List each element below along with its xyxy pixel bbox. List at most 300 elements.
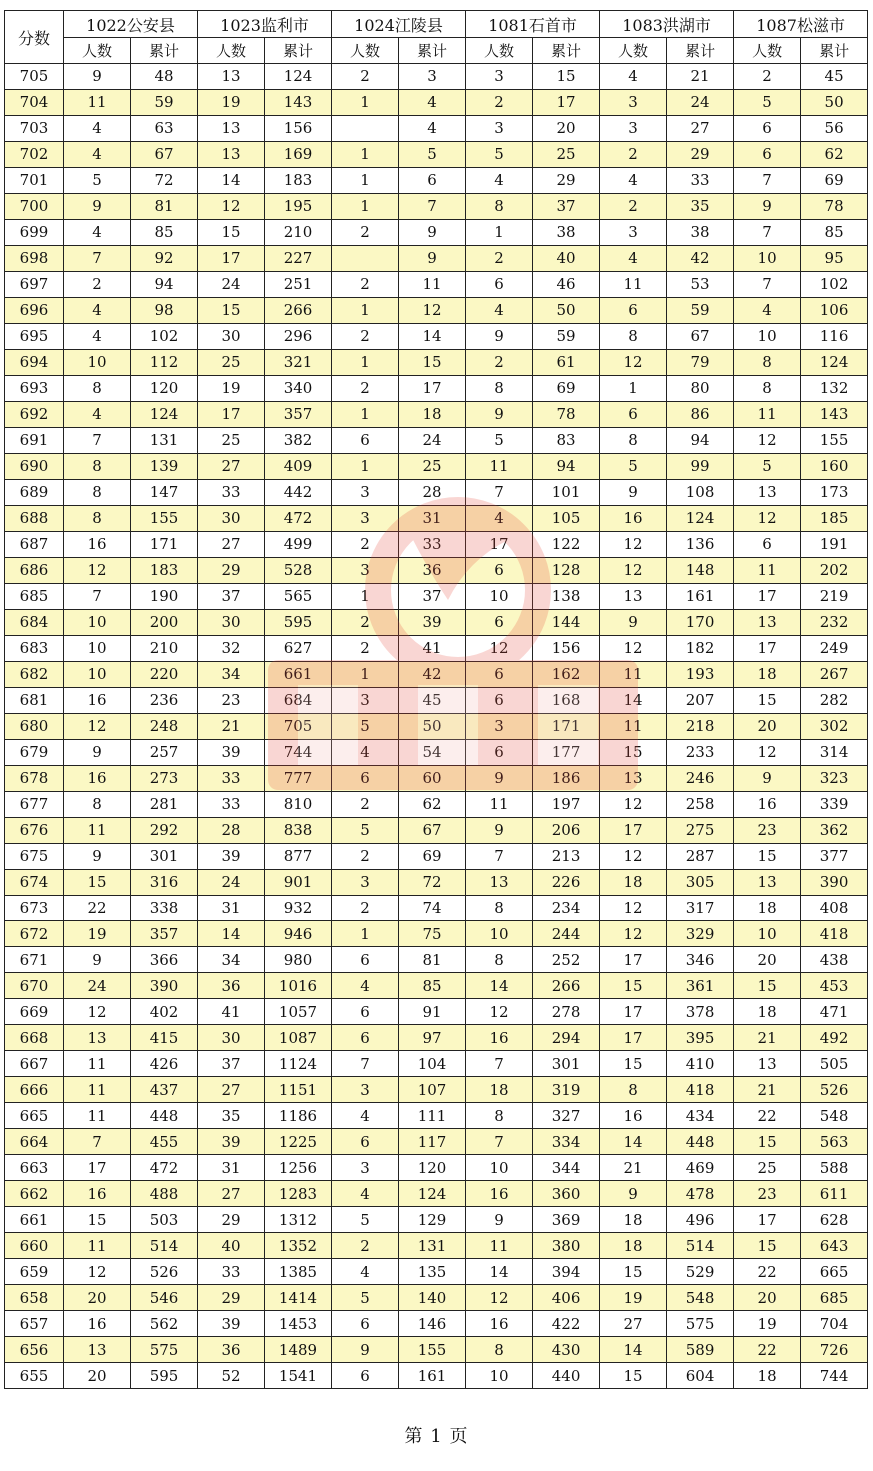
- cumulative-subheader: 累计: [265, 38, 332, 64]
- cumulative-cell: 301: [131, 843, 198, 869]
- cumulative-cell: 6: [399, 167, 466, 193]
- count-cell: 9: [600, 609, 667, 635]
- cumulative-subheader: 累计: [399, 38, 466, 64]
- count-cell: 10: [466, 921, 533, 947]
- count-cell: 3: [600, 89, 667, 115]
- count-cell: 12: [600, 843, 667, 869]
- count-cell: 12: [466, 999, 533, 1025]
- table-row: [5, 791, 868, 817]
- count-cell: 2: [332, 323, 399, 349]
- cumulative-cell: 136: [667, 531, 734, 557]
- cumulative-cell: 182: [667, 635, 734, 661]
- count-cell: 7: [332, 1051, 399, 1077]
- table-row: [5, 557, 868, 583]
- cumulative-cell: 575: [131, 1337, 198, 1363]
- cumulative-cell: 402: [131, 999, 198, 1025]
- score-cell: 656: [5, 1337, 64, 1363]
- count-cell: 10: [734, 323, 801, 349]
- count-cell: 8: [600, 1077, 667, 1103]
- cumulative-cell: 434: [667, 1103, 734, 1129]
- cumulative-cell: 56: [801, 115, 868, 141]
- cumulative-cell: 61: [533, 349, 600, 375]
- count-cell: 9: [734, 765, 801, 791]
- table-row: [5, 245, 868, 271]
- count-cell: 7: [734, 271, 801, 297]
- cumulative-cell: 92: [131, 245, 198, 271]
- score-cell: 703: [5, 115, 64, 141]
- count-cell: 5: [64, 167, 131, 193]
- cumulative-cell: 575: [667, 1311, 734, 1337]
- cumulative-cell: 232: [801, 609, 868, 635]
- region-header: 1022公安县: [64, 11, 198, 38]
- count-cell: 12: [600, 349, 667, 375]
- cumulative-cell: 415: [131, 1025, 198, 1051]
- table-row: [5, 1259, 868, 1285]
- cumulative-cell: 1283: [265, 1181, 332, 1207]
- count-cell: 37: [198, 1051, 265, 1077]
- cumulative-cell: 505: [801, 1051, 868, 1077]
- cumulative-cell: 135: [399, 1259, 466, 1285]
- count-cell: 7: [466, 479, 533, 505]
- cumulative-cell: 190: [131, 583, 198, 609]
- cumulative-cell: 117: [399, 1129, 466, 1155]
- cumulative-cell: 327: [533, 1103, 600, 1129]
- cumulative-cell: 48: [131, 64, 198, 90]
- cumulative-cell: 344: [533, 1155, 600, 1181]
- score-cell: 688: [5, 505, 64, 531]
- count-cell: 5: [466, 141, 533, 167]
- count-cell: 17: [600, 999, 667, 1025]
- cumulative-cell: 91: [399, 999, 466, 1025]
- count-cell: 6: [332, 1311, 399, 1337]
- count-cell: 6: [332, 1363, 399, 1389]
- cumulative-cell: 67: [131, 141, 198, 167]
- score-cell: 701: [5, 167, 64, 193]
- count-cell: 22: [734, 1337, 801, 1363]
- count-cell: 3: [332, 505, 399, 531]
- cumulative-cell: 1057: [265, 999, 332, 1025]
- count-cell: 15: [734, 843, 801, 869]
- count-cell: 27: [600, 1311, 667, 1337]
- cumulative-cell: 301: [533, 1051, 600, 1077]
- count-cell: 15: [734, 687, 801, 713]
- cumulative-cell: 3: [399, 64, 466, 90]
- cumulative-cell: 218: [667, 713, 734, 739]
- cumulative-cell: 210: [265, 219, 332, 245]
- cumulative-cell: 744: [265, 739, 332, 765]
- count-cell: 12: [600, 895, 667, 921]
- count-cell: 6: [466, 557, 533, 583]
- cumulative-cell: 36: [399, 557, 466, 583]
- cumulative-cell: 744: [801, 1363, 868, 1389]
- count-cell: [332, 115, 399, 141]
- cumulative-cell: 346: [667, 947, 734, 973]
- count-cell: 2: [600, 193, 667, 219]
- count-cell: 1: [332, 583, 399, 609]
- cumulative-cell: 296: [265, 323, 332, 349]
- cumulative-cell: 503: [131, 1207, 198, 1233]
- cumulative-cell: 28: [399, 479, 466, 505]
- cumulative-cell: 478: [667, 1181, 734, 1207]
- count-cell: 9: [64, 193, 131, 219]
- count-cell: 11: [600, 661, 667, 687]
- count-cell: 13: [734, 479, 801, 505]
- cumulative-cell: 29: [533, 167, 600, 193]
- count-cell: 7: [64, 1129, 131, 1155]
- count-cell: 1: [332, 193, 399, 219]
- count-cell: 9: [466, 765, 533, 791]
- cumulative-cell: 50: [399, 713, 466, 739]
- cumulative-cell: 132: [801, 375, 868, 401]
- score-cell: 690: [5, 453, 64, 479]
- cumulative-cell: 514: [131, 1233, 198, 1259]
- cumulative-cell: 69: [399, 843, 466, 869]
- count-cell: 30: [198, 505, 265, 531]
- count-cell: 11: [64, 1077, 131, 1103]
- cumulative-cell: 17: [533, 89, 600, 115]
- count-cell: 35: [198, 1103, 265, 1129]
- count-cell: 10: [64, 661, 131, 687]
- count-cell: 10: [734, 245, 801, 271]
- cumulative-cell: 362: [801, 817, 868, 843]
- count-cell: 8: [64, 505, 131, 531]
- count-cell: 4: [332, 1103, 399, 1129]
- count-cell: 18: [600, 1207, 667, 1233]
- count-cell: 22: [734, 1103, 801, 1129]
- count-cell: 6: [332, 947, 399, 973]
- cumulative-cell: 40: [533, 245, 600, 271]
- count-cell: 5: [332, 1207, 399, 1233]
- count-cell: 6: [734, 531, 801, 557]
- score-cell: 695: [5, 323, 64, 349]
- count-cell: 15: [734, 973, 801, 999]
- count-cell: 11: [466, 453, 533, 479]
- count-cell: 10: [64, 349, 131, 375]
- count-cell: [332, 245, 399, 271]
- count-cell: 20: [734, 1285, 801, 1311]
- count-cell: 14: [466, 1259, 533, 1285]
- table-row: [5, 1051, 868, 1077]
- cumulative-cell: 148: [667, 557, 734, 583]
- cumulative-cell: 85: [131, 219, 198, 245]
- score-cell: 685: [5, 583, 64, 609]
- count-cell: 13: [64, 1337, 131, 1363]
- cumulative-cell: 1414: [265, 1285, 332, 1311]
- table-row: [5, 453, 868, 479]
- cumulative-cell: 17: [399, 375, 466, 401]
- count-cell: 8: [64, 453, 131, 479]
- cumulative-cell: 305: [667, 869, 734, 895]
- cumulative-cell: 1016: [265, 973, 332, 999]
- cumulative-cell: 45: [801, 64, 868, 90]
- count-subheader: 人数: [332, 38, 399, 64]
- count-cell: 21: [198, 713, 265, 739]
- cumulative-cell: 4: [399, 115, 466, 141]
- count-cell: 39: [198, 739, 265, 765]
- count-cell: 3: [332, 1077, 399, 1103]
- count-cell: 8: [734, 349, 801, 375]
- count-cell: 6: [600, 401, 667, 427]
- cumulative-cell: 81: [131, 193, 198, 219]
- count-cell: 9: [64, 947, 131, 973]
- count-cell: 13: [600, 583, 667, 609]
- cumulative-cell: 124: [265, 64, 332, 90]
- count-cell: 2: [332, 219, 399, 245]
- count-cell: 12: [64, 1259, 131, 1285]
- count-cell: 14: [600, 1337, 667, 1363]
- cumulative-cell: 185: [801, 505, 868, 531]
- count-cell: 10: [734, 921, 801, 947]
- cumulative-cell: 726: [801, 1337, 868, 1363]
- score-cell: 655: [5, 1363, 64, 1389]
- cumulative-cell: 357: [265, 401, 332, 427]
- cumulative-cell: 704: [801, 1311, 868, 1337]
- cumulative-cell: 589: [667, 1337, 734, 1363]
- count-cell: 4: [600, 245, 667, 271]
- count-cell: 15: [600, 1051, 667, 1077]
- count-cell: 1: [466, 219, 533, 245]
- count-cell: 3: [600, 115, 667, 141]
- cumulative-cell: 980: [265, 947, 332, 973]
- count-cell: 12: [64, 999, 131, 1025]
- count-cell: 10: [466, 583, 533, 609]
- count-cell: 2: [466, 245, 533, 271]
- cumulative-cell: 257: [131, 739, 198, 765]
- cumulative-cell: 131: [399, 1233, 466, 1259]
- cumulative-cell: 53: [667, 271, 734, 297]
- cumulative-cell: 156: [265, 115, 332, 141]
- count-cell: 16: [64, 1181, 131, 1207]
- count-cell: 8: [64, 375, 131, 401]
- cumulative-cell: 234: [533, 895, 600, 921]
- count-cell: 11: [466, 791, 533, 817]
- count-cell: 4: [332, 1181, 399, 1207]
- cumulative-cell: 321: [265, 349, 332, 375]
- cumulative-cell: 1352: [265, 1233, 332, 1259]
- count-cell: 7: [734, 167, 801, 193]
- count-cell: 6: [600, 297, 667, 323]
- count-cell: 40: [198, 1233, 265, 1259]
- table-row: [5, 219, 868, 245]
- cumulative-cell: 406: [533, 1285, 600, 1311]
- cumulative-cell: 220: [131, 661, 198, 687]
- cumulative-cell: 50: [801, 89, 868, 115]
- cumulative-cell: 488: [131, 1181, 198, 1207]
- table-row: [5, 843, 868, 869]
- cumulative-cell: 777: [265, 765, 332, 791]
- count-cell: 17: [734, 1207, 801, 1233]
- count-cell: 16: [64, 687, 131, 713]
- count-cell: 3: [466, 64, 533, 90]
- cumulative-cell: 334: [533, 1129, 600, 1155]
- cumulative-cell: 266: [533, 973, 600, 999]
- count-cell: 2: [332, 1233, 399, 1259]
- cumulative-cell: 319: [533, 1077, 600, 1103]
- count-cell: 12: [600, 791, 667, 817]
- count-cell: 12: [466, 1285, 533, 1311]
- cumulative-cell: 62: [801, 141, 868, 167]
- cumulative-cell: 143: [265, 89, 332, 115]
- cumulative-cell: 548: [801, 1103, 868, 1129]
- cumulative-cell: 1225: [265, 1129, 332, 1155]
- cumulative-cell: 453: [801, 973, 868, 999]
- cumulative-cell: 31: [399, 505, 466, 531]
- cumulative-cell: 1151: [265, 1077, 332, 1103]
- cumulative-cell: 193: [667, 661, 734, 687]
- cumulative-cell: 210: [131, 635, 198, 661]
- cumulative-cell: 140: [399, 1285, 466, 1311]
- cumulative-cell: 102: [131, 323, 198, 349]
- count-cell: 5: [332, 817, 399, 843]
- count-cell: 16: [734, 791, 801, 817]
- count-cell: 5: [466, 427, 533, 453]
- cumulative-cell: 161: [399, 1363, 466, 1389]
- table-row: [5, 973, 868, 999]
- score-cell: 700: [5, 193, 64, 219]
- cumulative-cell: 595: [131, 1363, 198, 1389]
- cumulative-cell: 390: [801, 869, 868, 895]
- table-row: [5, 1025, 868, 1051]
- cumulative-cell: 1312: [265, 1207, 332, 1233]
- count-cell: 1: [332, 89, 399, 115]
- cumulative-cell: 838: [265, 817, 332, 843]
- score-cell: 687: [5, 531, 64, 557]
- count-cell: 14: [600, 1129, 667, 1155]
- cumulative-cell: 122: [533, 531, 600, 557]
- count-cell: 4: [466, 167, 533, 193]
- score-cell: 704: [5, 89, 64, 115]
- count-cell: 25: [198, 349, 265, 375]
- cumulative-cell: 526: [801, 1077, 868, 1103]
- count-cell: 31: [198, 895, 265, 921]
- count-cell: 27: [198, 453, 265, 479]
- cumulative-cell: 611: [801, 1181, 868, 1207]
- cumulative-cell: 102: [801, 271, 868, 297]
- count-cell: 2: [332, 635, 399, 661]
- cumulative-cell: 357: [131, 921, 198, 947]
- cumulative-cell: 378: [667, 999, 734, 1025]
- table-row: [5, 1311, 868, 1337]
- cumulative-cell: 9: [399, 245, 466, 271]
- score-cell: 662: [5, 1181, 64, 1207]
- count-cell: 13: [198, 64, 265, 90]
- score-cell: 689: [5, 479, 64, 505]
- cumulative-cell: 810: [265, 791, 332, 817]
- score-cell: 665: [5, 1103, 64, 1129]
- cumulative-cell: 246: [667, 765, 734, 791]
- cumulative-cell: 339: [801, 791, 868, 817]
- count-cell: 16: [600, 1103, 667, 1129]
- count-cell: 15: [64, 1207, 131, 1233]
- count-cell: 30: [198, 1025, 265, 1051]
- count-cell: 5: [734, 89, 801, 115]
- cumulative-cell: 128: [533, 557, 600, 583]
- cumulative-cell: 191: [801, 531, 868, 557]
- cumulative-cell: 526: [131, 1259, 198, 1285]
- cumulative-cell: 67: [399, 817, 466, 843]
- score-cell: 680: [5, 713, 64, 739]
- count-cell: 29: [198, 1207, 265, 1233]
- score-cell: 670: [5, 973, 64, 999]
- count-cell: 21: [734, 1025, 801, 1051]
- cumulative-cell: 155: [399, 1337, 466, 1363]
- count-cell: 27: [198, 1077, 265, 1103]
- cumulative-cell: 604: [667, 1363, 734, 1389]
- count-cell: 8: [466, 375, 533, 401]
- count-cell: 2: [332, 64, 399, 90]
- count-cell: 17: [600, 947, 667, 973]
- cumulative-cell: 42: [667, 245, 734, 271]
- count-cell: 30: [198, 323, 265, 349]
- cumulative-cell: 86: [667, 401, 734, 427]
- count-cell: 24: [198, 869, 265, 895]
- cumulative-cell: 665: [801, 1259, 868, 1285]
- cumulative-cell: 124: [801, 349, 868, 375]
- count-cell: 12: [64, 713, 131, 739]
- cumulative-cell: 1124: [265, 1051, 332, 1077]
- count-cell: 6: [466, 739, 533, 765]
- count-cell: 39: [198, 1129, 265, 1155]
- count-cell: 9: [466, 401, 533, 427]
- score-cell: 697: [5, 271, 64, 297]
- count-cell: 13: [64, 1025, 131, 1051]
- cumulative-cell: 317: [667, 895, 734, 921]
- cumulative-cell: 59: [533, 323, 600, 349]
- score-cell: 679: [5, 739, 64, 765]
- count-cell: 11: [600, 713, 667, 739]
- count-cell: 10: [64, 635, 131, 661]
- cumulative-cell: 143: [801, 401, 868, 427]
- count-cell: 6: [466, 661, 533, 687]
- table-row: [5, 64, 868, 90]
- table-row: [5, 1285, 868, 1311]
- count-cell: 13: [198, 141, 265, 167]
- count-cell: 11: [64, 817, 131, 843]
- cumulative-cell: 595: [265, 609, 332, 635]
- count-cell: 19: [198, 89, 265, 115]
- count-cell: 22: [64, 895, 131, 921]
- count-subheader: 人数: [600, 38, 667, 64]
- cumulative-cell: 42: [399, 661, 466, 687]
- count-cell: 17: [600, 817, 667, 843]
- score-cell: 672: [5, 921, 64, 947]
- cumulative-cell: 548: [667, 1285, 734, 1311]
- count-cell: 9: [734, 193, 801, 219]
- count-cell: 52: [198, 1363, 265, 1389]
- count-cell: 8: [64, 479, 131, 505]
- count-cell: 24: [198, 271, 265, 297]
- cumulative-cell: 369: [533, 1207, 600, 1233]
- table-row: [5, 115, 868, 141]
- cumulative-cell: 108: [667, 479, 734, 505]
- count-cell: 3: [332, 687, 399, 713]
- count-cell: 20: [64, 1363, 131, 1389]
- count-cell: 6: [332, 1129, 399, 1155]
- score-cell: 664: [5, 1129, 64, 1155]
- count-cell: 9: [332, 1337, 399, 1363]
- score-cell: 661: [5, 1207, 64, 1233]
- cumulative-cell: 496: [667, 1207, 734, 1233]
- count-cell: 2: [64, 271, 131, 297]
- count-cell: 18: [466, 1077, 533, 1103]
- cumulative-subheader: 累计: [533, 38, 600, 64]
- cumulative-cell: 528: [265, 557, 332, 583]
- count-cell: 36: [198, 973, 265, 999]
- count-cell: 39: [198, 1311, 265, 1337]
- region-header: 1083洪湖市: [600, 11, 734, 38]
- count-cell: 8: [64, 791, 131, 817]
- cumulative-cell: 72: [131, 167, 198, 193]
